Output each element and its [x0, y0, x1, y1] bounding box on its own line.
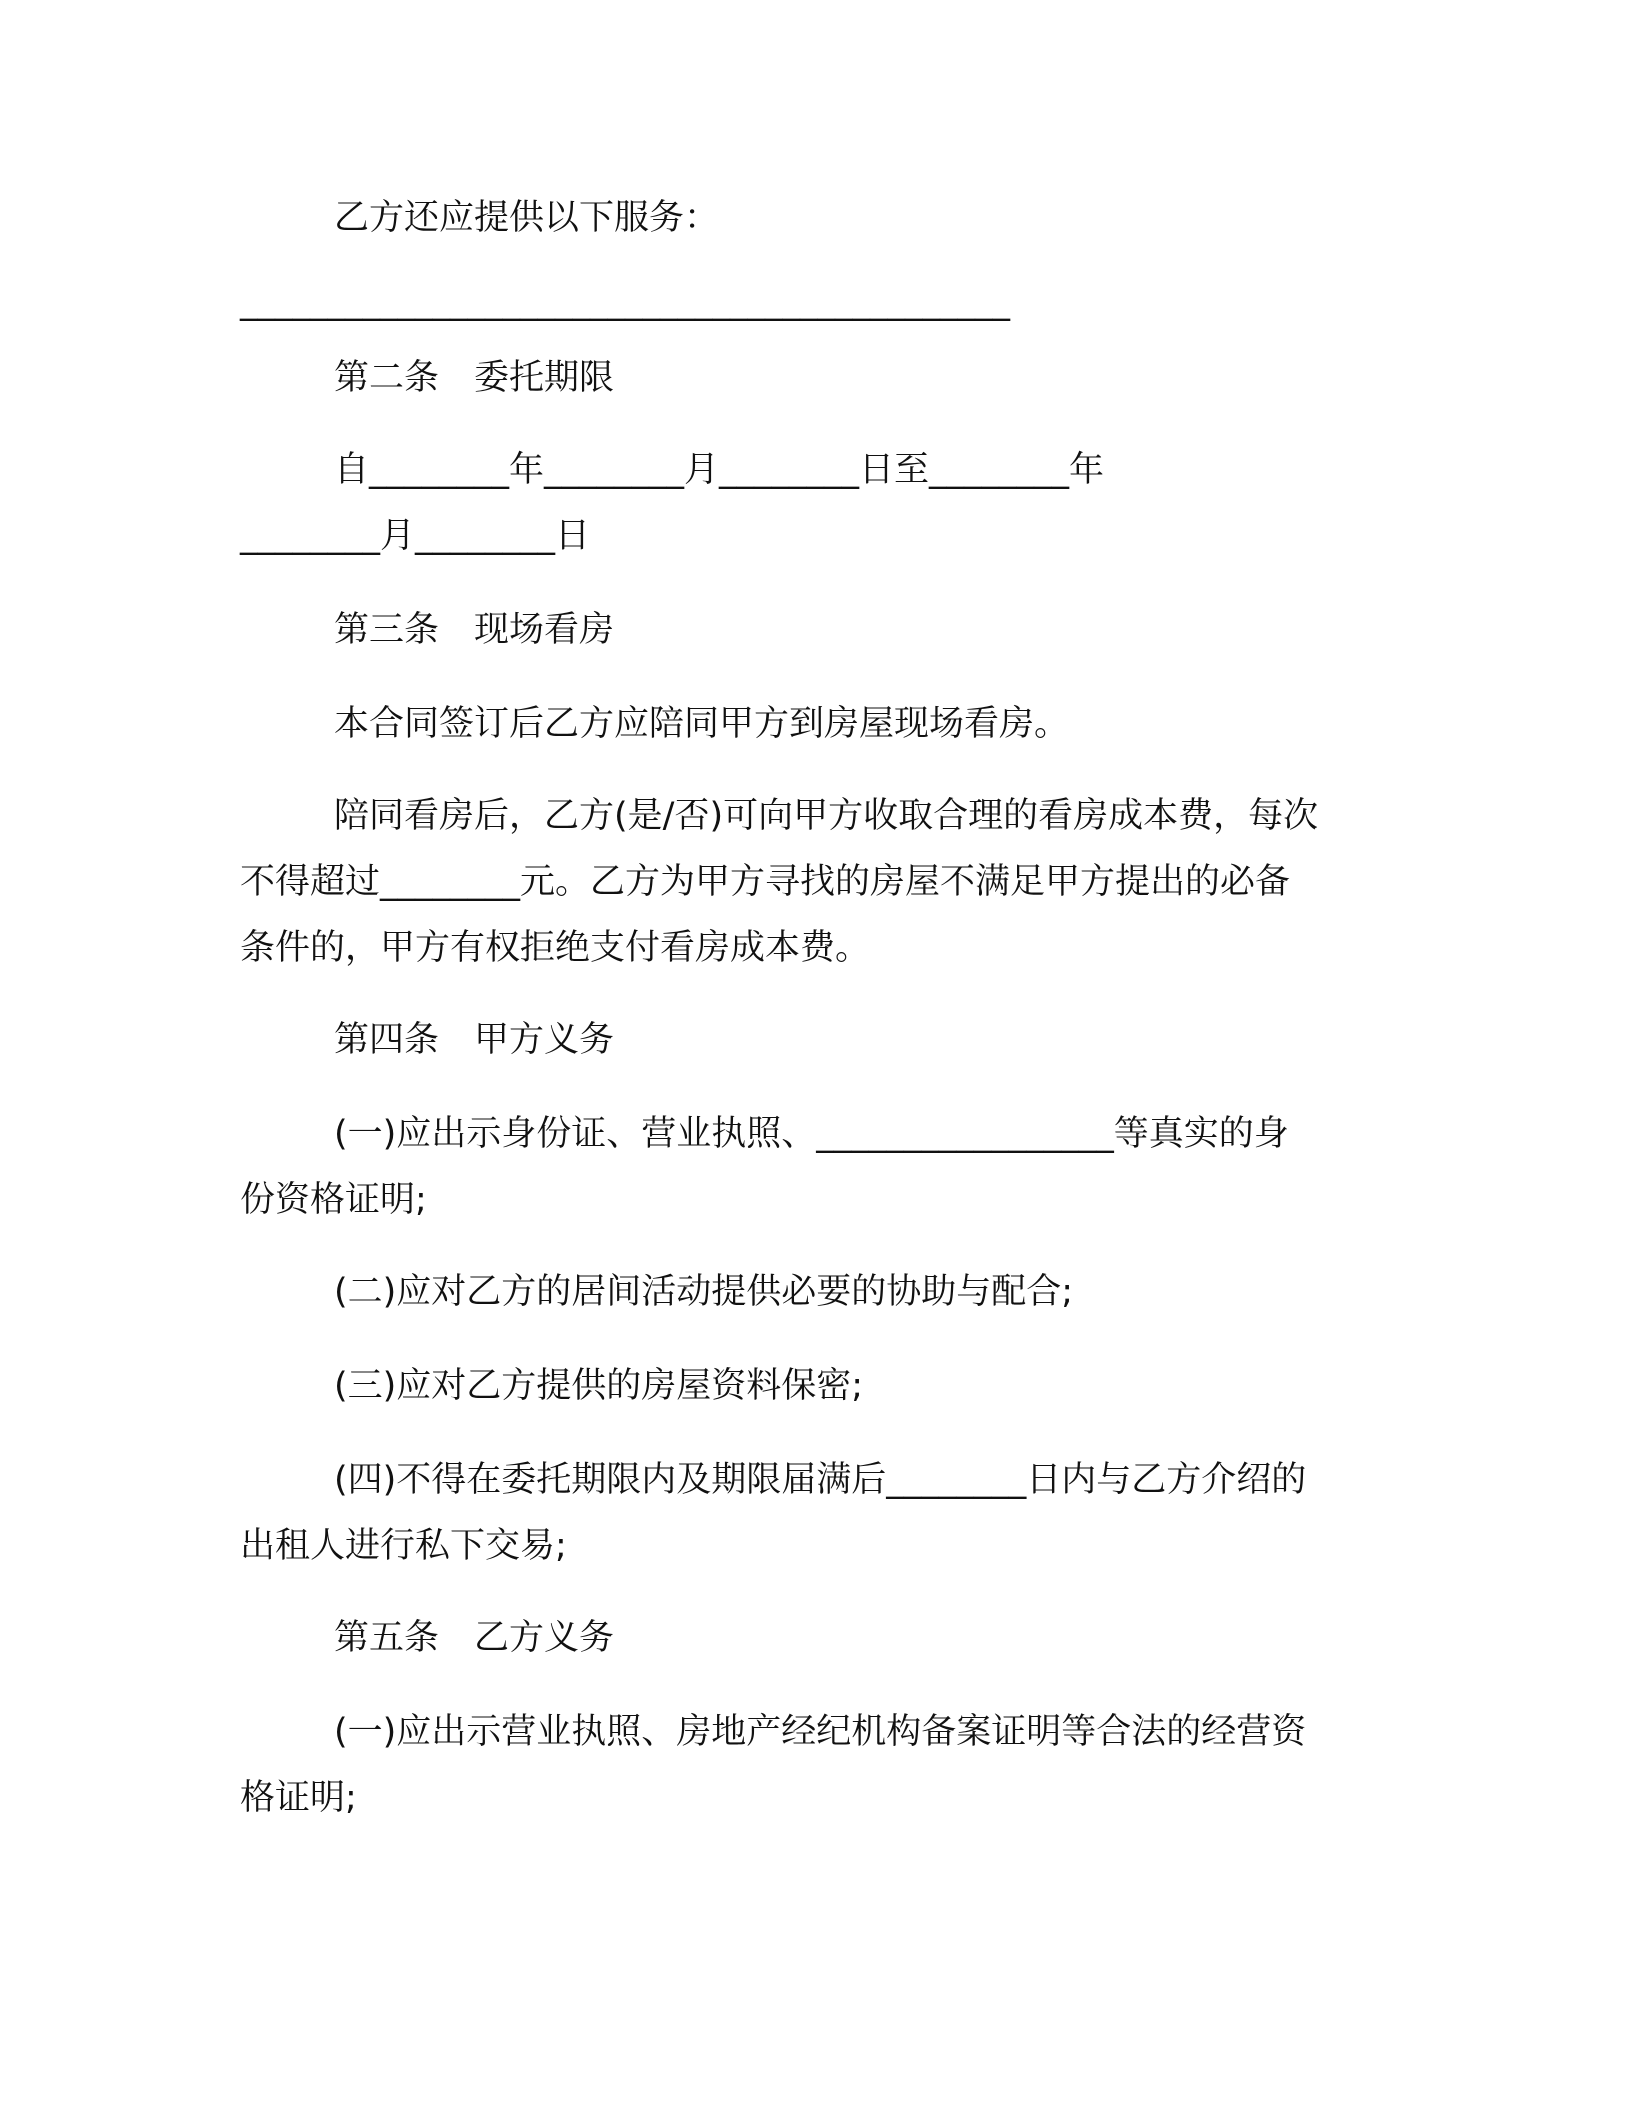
article-3-paragraph-2-line-1: 陪同看房后，乙方(是/否)可向甲方收取合理的看房成本费，每次	[334, 796, 1319, 836]
article-4-item-3: (三)应对乙方提供的房屋资料保密;	[334, 1366, 864, 1406]
article-3-paragraph-1: 本合同签订后乙方应陪同甲方到房屋现场看房。	[334, 704, 1070, 744]
article-4-item-4-line-2: 出租人进行私下交易;	[240, 1526, 567, 1566]
article-4-item-1-line-1: (一)应出示身份证、营业执照、_________________等真实的身	[334, 1114, 1289, 1154]
article-5-item-1-line-1: (一)应出示营业执照、房地产经纪机构备案证明等合法的经营资	[334, 1712, 1307, 1752]
article-5-heading: 第五条 乙方义务	[334, 1618, 615, 1658]
article-2-heading: 第二条 委托期限	[334, 358, 615, 398]
service-blank-line: ____________________________________________	[240, 282, 1010, 322]
article-4-heading: 第四条 甲方义务	[334, 1020, 615, 1060]
article-4-item-2: (二)应对乙方的居间活动提供必要的协助与配合;	[334, 1272, 1074, 1312]
article-4-item-1-line-2: 份资格证明;	[240, 1180, 427, 1220]
article-2-line-2: ________月________日	[240, 516, 591, 556]
article-5-item-1-line-2: 格证明;	[240, 1778, 357, 1818]
article-4-item-4-line-1: (四)不得在委托期限内及期限届满后________日内与乙方介绍的	[334, 1460, 1307, 1500]
article-3-paragraph-2-line-3: 条件的，甲方有权拒绝支付看房成本费。	[240, 928, 871, 968]
article-2-line-1: 自________年________月________日至________年	[334, 450, 1105, 490]
article-3-heading: 第三条 现场看房	[334, 610, 615, 650]
service-intro: 乙方还应提供以下服务：	[334, 198, 720, 238]
article-3-paragraph-2-line-2: 不得超过________元。乙方为甲方寻找的房屋不满足甲方提出的必备	[240, 862, 1291, 902]
